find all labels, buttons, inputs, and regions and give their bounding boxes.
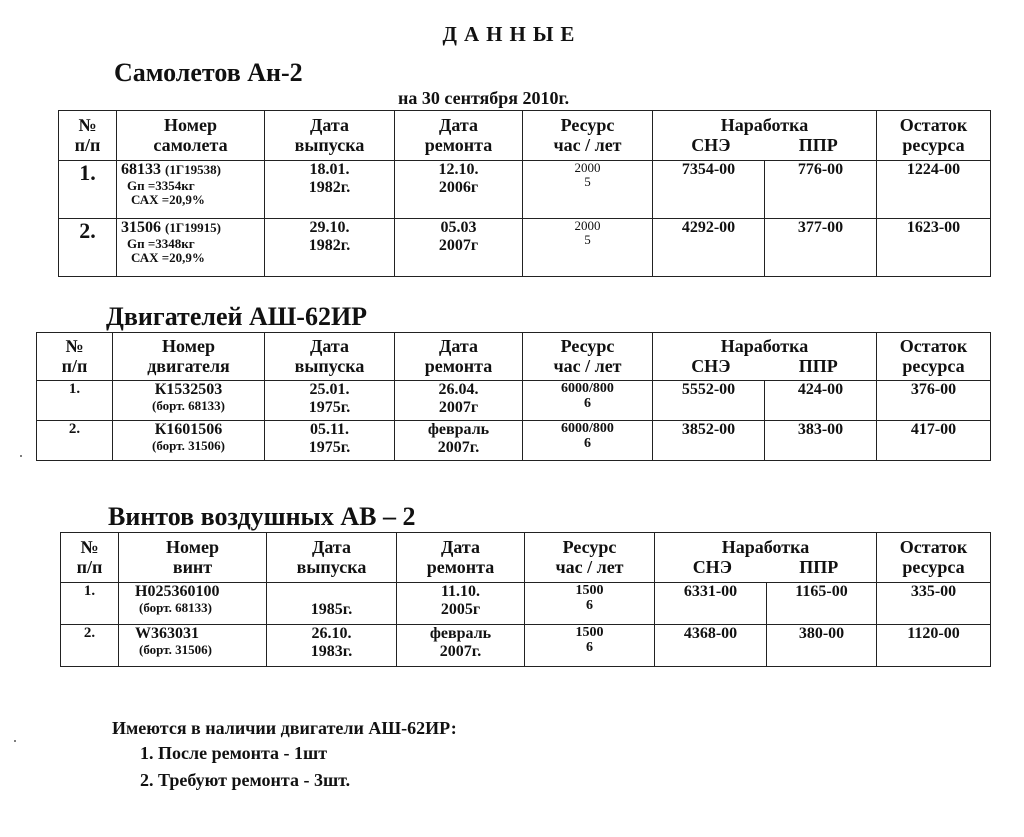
- table-row: [61, 625, 991, 667]
- header-remaining: Остаток ресурса: [877, 111, 991, 161]
- table-row: [59, 219, 991, 277]
- remaining-cell: 335-00: [877, 583, 991, 625]
- header-made-date: Дата выпуска: [267, 533, 397, 583]
- resource-cell: 6000/800 6: [523, 421, 653, 461]
- repair-date-cell: 11.10. 2005г: [397, 583, 525, 625]
- aircraft-header-row: [59, 111, 991, 161]
- row-num: 1.: [37, 381, 113, 421]
- header-num: № п/п: [59, 111, 117, 161]
- ppr-cell: 1165-00: [767, 583, 877, 625]
- propellers-table: [60, 532, 991, 667]
- engines-section-title: Двигателей АШ-62ИР: [106, 302, 368, 331]
- list-item: 2. Требуют ремонта - 3шт.: [140, 770, 351, 790]
- row-num: 1.: [61, 583, 119, 625]
- header-repair-date: Дата ремонта: [397, 533, 525, 583]
- ppr-cell: 776-00: [765, 161, 877, 219]
- aircraft-table: [58, 110, 991, 277]
- header-worktime: Наработка СНЭ ППР: [653, 333, 877, 381]
- header-num: № п/п: [37, 333, 113, 381]
- table-row: [37, 421, 991, 461]
- header-aircraft-number: Номер самолета: [117, 111, 265, 161]
- table-row: [61, 583, 991, 625]
- header-resource: Ресурс час / лет: [525, 533, 655, 583]
- repair-date-cell: 26.04. 2007г: [395, 381, 523, 421]
- header-worktime: Наработка СНЭ ППР: [655, 533, 877, 583]
- row-num: 2.: [61, 625, 119, 667]
- repair-date-cell: февраль 2007г.: [397, 625, 525, 667]
- row-num: 2.: [59, 219, 117, 277]
- remaining-cell: 1120-00: [877, 625, 991, 667]
- header-worktime: Наработка СНЭ ППР: [653, 111, 877, 161]
- aircraft-id-cell: 31506 (1Г19915) Gп =3348кг САХ =20,9%: [117, 219, 265, 277]
- remaining-cell: 1623-00: [877, 219, 991, 277]
- sne-cell: 5552-00: [653, 381, 765, 421]
- header-remaining: Остаток ресурса: [877, 333, 991, 381]
- aircraft-section-title: Самолетов Ан-2: [114, 58, 303, 87]
- propeller-id-cell: Н025360100 (борт. 68133): [119, 583, 267, 625]
- header-made-date: Дата выпуска: [265, 111, 395, 161]
- propellers-section-title: Винтов воздушных АВ – 2: [108, 502, 416, 531]
- made-date-cell: 26.10. 1983г.: [267, 625, 397, 667]
- sne-cell: 4368-00: [655, 625, 767, 667]
- propeller-id-cell: W363031 (борт. 31506): [119, 625, 267, 667]
- resource-cell: 1500 6: [525, 625, 655, 667]
- scan-speck: [14, 740, 16, 742]
- table-row: [59, 161, 991, 219]
- repair-date-cell: 05.03 2007г: [395, 219, 523, 277]
- report-date: на 30 сентября 2010г.: [398, 88, 570, 108]
- made-date-cell: 05.11. 1975г.: [265, 421, 395, 461]
- header-num: № п/п: [61, 533, 119, 583]
- repair-date-cell: 12.10. 2006г: [395, 161, 523, 219]
- made-date-cell: 25.01. 1975г.: [265, 381, 395, 421]
- header-repair-date: Дата ремонта: [395, 111, 523, 161]
- made-date-cell: 29.10. 1982г.: [265, 219, 395, 277]
- aircraft-id-cell: 68133 (1Г19538) Gп =3354кг САХ =20,9%: [117, 161, 265, 219]
- document-title: ДАННЫЕ: [442, 22, 582, 46]
- ppr-cell: 424-00: [765, 381, 877, 421]
- header-propeller-number: Номер винт: [119, 533, 267, 583]
- engine-id-cell: К1532503 (борт. 68133): [113, 381, 265, 421]
- sne-cell: 7354-00: [653, 161, 765, 219]
- made-date-cell: 1985г.: [267, 583, 397, 625]
- header-resource: Ресурс час / лет: [523, 333, 653, 381]
- sne-cell: 3852-00: [653, 421, 765, 461]
- sne-cell: 4292-00: [653, 219, 765, 277]
- row-num: 1.: [59, 161, 117, 219]
- table-row: [37, 381, 991, 421]
- made-date-cell: 18.01. 1982г.: [265, 161, 395, 219]
- engines-table: [36, 332, 991, 461]
- remaining-cell: 376-00: [877, 381, 991, 421]
- remaining-cell: 1224-00: [877, 161, 991, 219]
- engines-header-row: [37, 333, 991, 381]
- scan-speck: [20, 455, 22, 457]
- resource-cell: 2000 5: [523, 161, 653, 219]
- header-engine-number: Номер двигателя: [113, 333, 265, 381]
- row-num: 2.: [37, 421, 113, 461]
- header-remaining: Остаток ресурса: [877, 533, 991, 583]
- ppr-cell: 380-00: [767, 625, 877, 667]
- remaining-cell: 417-00: [877, 421, 991, 461]
- resource-cell: 1500 6: [525, 583, 655, 625]
- engine-id-cell: К1601506 (борт. 31506): [113, 421, 265, 461]
- header-made-date: Дата выпуска: [265, 333, 395, 381]
- availability-list: [140, 740, 350, 794]
- resource-cell: 2000 5: [523, 219, 653, 277]
- list-item: 1. После ремонта - 1шт: [140, 743, 328, 763]
- resource-cell: 6000/800 6: [523, 381, 653, 421]
- ppr-cell: 377-00: [765, 219, 877, 277]
- repair-date-cell: февраль 2007г.: [395, 421, 523, 461]
- availability-note-title: Имеются в наличии двигатели АШ-62ИР:: [112, 718, 457, 738]
- sne-cell: 6331-00: [655, 583, 767, 625]
- header-resource: Ресурс час / лет: [523, 111, 653, 161]
- propellers-header-row: [61, 533, 991, 583]
- header-repair-date: Дата ремонта: [395, 333, 523, 381]
- ppr-cell: 383-00: [765, 421, 877, 461]
